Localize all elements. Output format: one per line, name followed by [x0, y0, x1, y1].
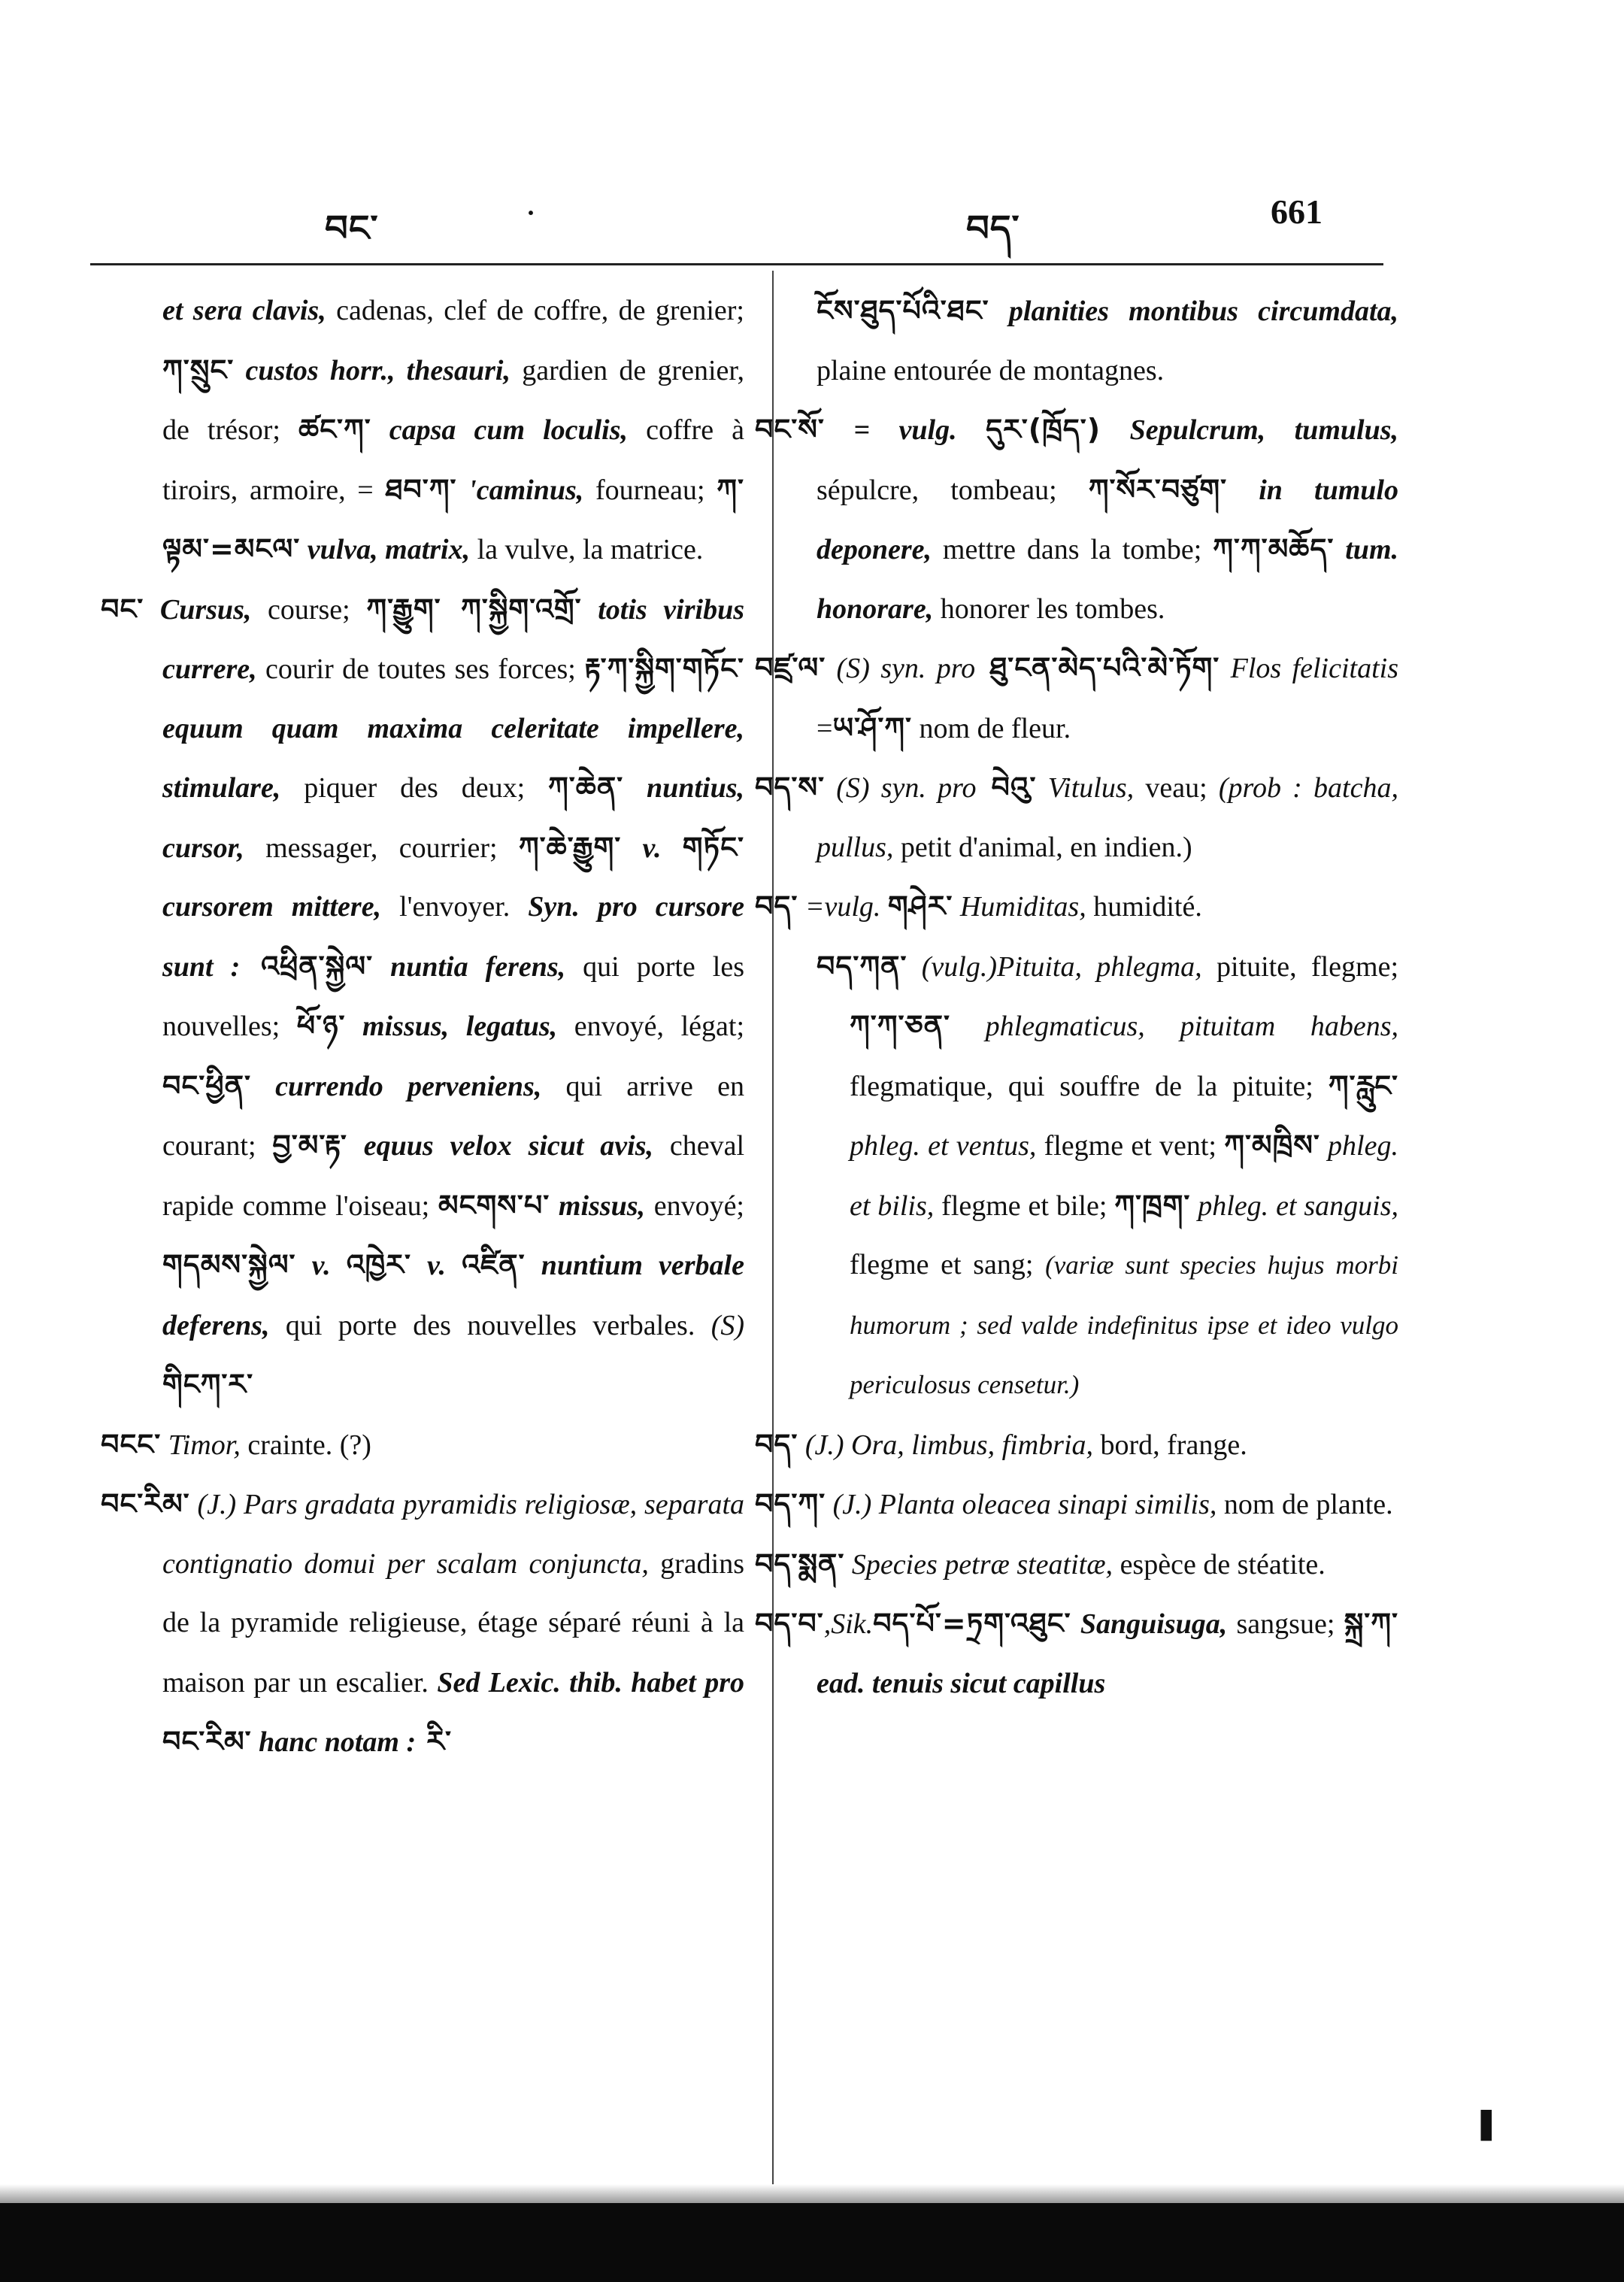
- tibetan-term: གཏོང་: [682, 830, 744, 864]
- entry-text: Vitulus,: [1036, 772, 1135, 804]
- entry-text: humidité.: [1086, 891, 1202, 923]
- entry-text: messager, courrier;: [244, 832, 519, 864]
- entry-text: v.: [295, 1250, 347, 1281]
- entry-text: l'envoyer.: [381, 891, 529, 923]
- tibetan-term: ཀ་ཆེན་: [548, 771, 624, 804]
- dictionary-entry: [101, 1474, 744, 1772]
- entry-text: Cursus,: [144, 593, 252, 626]
- scan-edge-gradient: [0, 2184, 1624, 2203]
- entry-text: =vulg.: [798, 891, 888, 923]
- entry-text: nom de plante.: [1216, 1489, 1393, 1520]
- tibetan-term: རི་: [416, 1725, 453, 1758]
- entry-text: nuntius, cursor,: [162, 772, 744, 864]
- entry-text: Flos felicitatis: [1220, 653, 1398, 684]
- entry-text: bord, frange.: [1093, 1429, 1247, 1461]
- tibetan-term: བད་ཀ་: [755, 1487, 826, 1520]
- entry-text: tum. honorare,: [817, 534, 1398, 625]
- entry-text: in tumulo deponere,: [817, 474, 1398, 565]
- tibetan-term: གཤེར་: [887, 889, 953, 923]
- entry-text: envoyé;: [645, 1189, 744, 1222]
- tibetan-term: བང་རིམ་: [101, 1487, 190, 1520]
- entry-text: =: [817, 712, 833, 744]
- entry-text: Species petræ steatitæ,: [844, 1548, 1113, 1580]
- dictionary-entry: [755, 1474, 1398, 1535]
- tibetan-term: བད་ས་: [755, 771, 825, 804]
- entry-text: plaine entourée de montagnes.: [817, 354, 1165, 386]
- entry-text: hanc notam :: [251, 1726, 417, 1758]
- entry-text: cadenas, clef de coffre, de grenier;: [326, 295, 744, 326]
- entry-text: Timor,: [161, 1429, 241, 1461]
- tibetan-term: འཛིན་: [462, 1248, 526, 1281]
- entry-text: qui arrive en courant;: [162, 1070, 744, 1162]
- tibetan-term: ཀ་ཁྲག་: [1114, 1188, 1191, 1222]
- running-head-center-text: བད་: [966, 208, 1020, 250]
- entry-text: v.: [621, 832, 683, 864]
- entry-text: nom de fleur.: [912, 712, 1071, 744]
- left-column: [101, 281, 744, 1772]
- tibetan-term: བད་སྨན་: [755, 1547, 845, 1580]
- tibetan-term: བང་རིམ་: [162, 1725, 252, 1758]
- entry-text: currendo perveniens,: [250, 1070, 542, 1102]
- tibetan-term: བེའུ་: [976, 771, 1037, 804]
- dictionary-entry: [817, 937, 1398, 1415]
- dictionary-entry: [101, 1415, 744, 1475]
- dictionary-entry: [755, 758, 1398, 877]
- entry-text: nuntia ferens,: [373, 950, 566, 983]
- entry-text: totis viribus currere,: [162, 593, 744, 685]
- tibetan-term: བད་ཀན་: [817, 949, 907, 983]
- running-head-dot: ·: [526, 198, 536, 228]
- scan-bottom-bar: [0, 2203, 1624, 2282]
- tibetan-term: བང་སོ་: [755, 413, 825, 446]
- dictionary-entry: [755, 1594, 1398, 1713]
- entry-text: (S) syn. pro: [824, 772, 977, 804]
- entry-text: ,Sik.: [823, 1608, 874, 1640]
- tibetan-term: འཁྱེར་: [346, 1248, 411, 1281]
- tibetan-term: ཡ་ཤོ་ཀ་: [832, 711, 913, 744]
- entry-text: (prob : batcha, pullus,: [817, 772, 1398, 863]
- right-column: [755, 281, 1398, 1713]
- entry-text: phlegmaticus, pituitam habens,: [950, 1011, 1398, 1042]
- entry-text: espèce de stéatite.: [1113, 1548, 1326, 1580]
- tibetan-term: བད་: [755, 889, 798, 923]
- tibetan-term: ངོས་ཐུད་པོའི་ཐང་: [817, 294, 989, 327]
- entry-text: flegme et vent;: [1036, 1130, 1225, 1162]
- tibetan-term: ཀ་ཆེ་རྒྱུག་: [518, 830, 622, 864]
- entry-text: nuntium verbale deferens,: [162, 1250, 744, 1341]
- tibetan-term: ཀ་སྲུང་: [162, 353, 235, 386]
- tibetan-term: བད་པོ་=ཏྲག་འཐུང་: [873, 1607, 1071, 1640]
- entry-text: planities montibus circumdata,: [989, 295, 1398, 327]
- entry-text: equus velox sicut avis,: [347, 1130, 654, 1162]
- entry-text: sangsue;: [1227, 1608, 1344, 1640]
- entry-text: piquer des deux;: [280, 772, 549, 804]
- entry-text: phleg. et bilis,: [850, 1130, 1398, 1222]
- tibetan-term: གདམས་སྐྱེལ་: [162, 1248, 296, 1281]
- entry-text: (variæ sunt species hujus morbi humorum ; sed valde indefinitus ipse et ideo vulgo periculosus censetur.): [850, 1250, 1398, 1399]
- tibetan-term: ཐབ་ཀ་: [385, 472, 457, 506]
- entry-text: (vulg.)Pituita, phlegma,: [907, 950, 1202, 983]
- entry-text: gradins de la pyramide religieuse, étage séparé réuni à la maison par un escalier.: [162, 1547, 744, 1699]
- entry-text: missus, legatus,: [345, 1011, 558, 1042]
- entry-text: mettre dans la tombe;: [932, 534, 1213, 565]
- entry-text: pituite, flegme;: [1201, 950, 1398, 983]
- entry-text: qui porte des nouvelles verbales.: [269, 1309, 711, 1341]
- entry-text: veau;: [1134, 772, 1219, 804]
- header-rule: [90, 263, 1383, 265]
- entry-text: = vulg.: [824, 414, 986, 446]
- entry-text: petit d'animal, en indien.): [893, 831, 1192, 863]
- dictionary-entry: [755, 877, 1398, 937]
- tibetan-term: ཀ་ལྟམ་=མངལ་: [162, 472, 744, 565]
- entry-text: (S): [710, 1309, 744, 1341]
- entry-text: flegme et bile;: [934, 1189, 1115, 1222]
- tibetan-term: སྐྲ་ཀ་: [1344, 1607, 1398, 1640]
- tibetan-term: ཀ་རླུང་: [1328, 1068, 1398, 1102]
- tibetan-term: བཛྲ་ལ་: [755, 651, 826, 684]
- entry-text: vulva, matrix,: [300, 534, 471, 565]
- entry-text: equum quam maxima celeritate impellere, stimulare,: [162, 712, 744, 804]
- tibetan-term: བངང་: [101, 1427, 162, 1461]
- entry-text: v.: [411, 1250, 462, 1281]
- entry-text: 'caminus,: [456, 474, 584, 506]
- tibetan-term: བང་ཕྱིན་: [162, 1068, 251, 1102]
- entry-text: gardien de grenier, de trésor;: [162, 354, 745, 446]
- tibetan-term: དུར་(ཁྲོད་): [986, 413, 1101, 446]
- tibetan-term: རྟ་ཀ་སྐྱིག་གཏོང་: [584, 652, 744, 685]
- tibetan-term: བྱ་མ་རྟ་: [272, 1129, 347, 1162]
- dictionary-entry: [755, 281, 1398, 400]
- tibetan-term: བད་: [755, 1427, 798, 1461]
- tibetan-term: ཐུ་ངན་མེད་པའི་མེ་ཏོག་: [975, 651, 1220, 684]
- entry-text: ead. tenuis sicut capillus: [817, 1667, 1106, 1699]
- running-head-left-text: བང་: [325, 208, 379, 250]
- entry-text: (S) syn. pro: [826, 653, 976, 684]
- entry-text: (J.) Planta oleacea sinapi similis,: [826, 1489, 1217, 1520]
- tibetan-term: གིངཀ་ར་: [162, 1368, 254, 1401]
- entry-text: flegmatique, qui souffre de la pituite;: [850, 1070, 1329, 1102]
- entry-text: sépulcre, tombeau;: [817, 474, 1089, 506]
- entry-text: Humiditas,: [953, 891, 1086, 923]
- dictionary-entry: [101, 580, 744, 1415]
- dictionary-entry: [755, 1535, 1398, 1595]
- entry-text: Syn. pro cursore sunt :: [162, 891, 744, 983]
- entry-text: Sepulcrum, tumulus,: [1101, 414, 1398, 446]
- entry-text: custos horr., thesauri,: [234, 354, 511, 386]
- dictionary-entry: [101, 281, 744, 580]
- entry-text: crainte. (?): [240, 1429, 371, 1461]
- running-head-center: [966, 188, 1020, 289]
- tibetan-term: བད་བ་: [755, 1607, 824, 1640]
- entry-text: (J.) Ora, limbus, fimbria,: [798, 1429, 1093, 1461]
- entry-text: fourneau;: [583, 474, 717, 506]
- tibetan-term: ཕོ་ཉ་: [296, 1009, 346, 1042]
- entry-text: capsa cum loculis,: [371, 414, 629, 446]
- entry-text: coffre à tiroirs, armoire, =: [162, 414, 744, 506]
- running-head-left: [325, 188, 379, 289]
- margin-mark: ❚: [1474, 2106, 1499, 2140]
- entry-text: honorer les tombes.: [933, 592, 1165, 625]
- entry-text: la vulve, la matrice.: [470, 534, 704, 565]
- entry-text: cheval rapide comme l'oiseau;: [162, 1130, 744, 1222]
- entry-text: envoyé, légat;: [557, 1011, 744, 1042]
- tibetan-term: མངགས་པ་: [438, 1188, 550, 1222]
- tibetan-term: བང་: [101, 592, 144, 626]
- entry-text: flegme et sang;: [850, 1249, 1046, 1280]
- entry-text: phleg. et sanguis,: [1190, 1189, 1399, 1222]
- tibetan-term: ཀ་ཀ་ཅན་: [850, 1009, 950, 1042]
- entry-text: courir de toutes ses forces;: [256, 653, 585, 685]
- dictionary-entry: [755, 400, 1398, 638]
- page-number: 661: [1271, 192, 1323, 231]
- tibetan-term: ཚང་ཀ་: [298, 413, 371, 446]
- entry-text: cursorem mittere,: [162, 891, 382, 923]
- entry-text: Sanguisuga,: [1071, 1608, 1228, 1640]
- tibetan-term: ཀ་མཁྲིས་: [1224, 1129, 1320, 1162]
- entry-text: (J.) Pars gradata pyramidis religiosæ, separata contignatio domui per scalam conjuncta,: [162, 1489, 744, 1580]
- entry-text: course;: [251, 593, 367, 626]
- tibetan-term: ཀ་ཀ་མཆོད་: [1213, 532, 1335, 565]
- entry-text: Sed Lexic. thib. habet pro: [437, 1666, 744, 1699]
- entry-text: qui porte les nouvelles;: [162, 950, 744, 1042]
- entry-text: phleg. et ventus,: [850, 1130, 1037, 1162]
- dictionary-entry: [755, 1415, 1398, 1475]
- tibetan-term: ཀ་རྒྱུག་ ཀ་སྐྱིག་འགྲོ་: [366, 592, 582, 626]
- tibetan-term: འཕྲིན་སྐྱེལ་: [240, 949, 374, 983]
- entry-text: missus,: [550, 1189, 646, 1222]
- dictionary-entry: [755, 638, 1398, 758]
- entry-text: et sera clavis,: [162, 295, 326, 326]
- tibetan-term: ཀ་སོར་བཙུག་: [1088, 472, 1228, 506]
